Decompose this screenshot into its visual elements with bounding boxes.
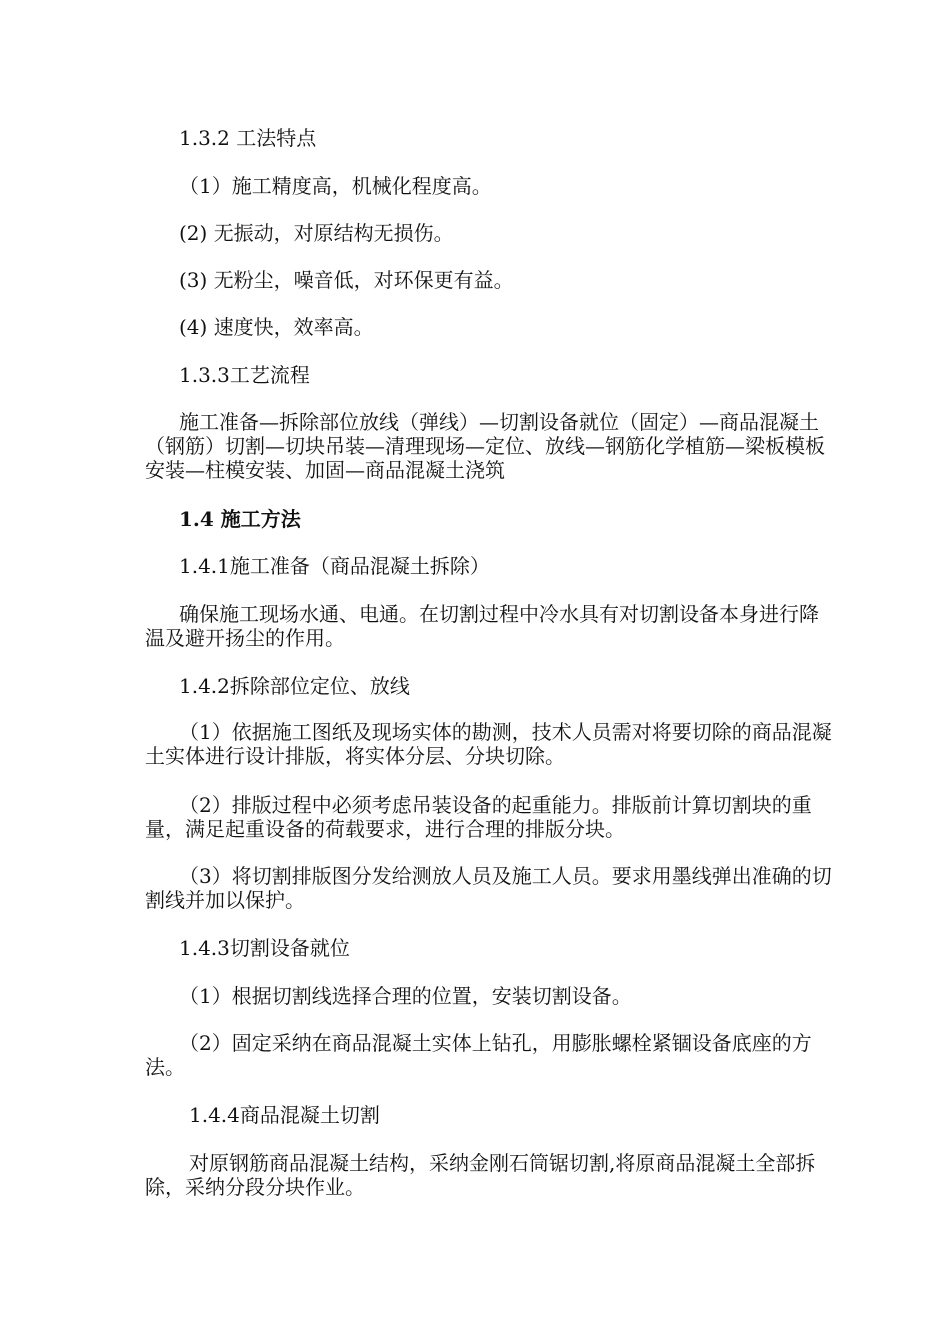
- paragraph-cutting: 对原钢筋商品混凝土结构，采纳金刚石筒锯切割,将原商品混凝土全部拆除，采纳分段分块作业。: [145, 1151, 816, 1199]
- heading-1-4-3: 1.4.3切割设备就位: [179, 936, 350, 960]
- heading-1-4-1: 1.4.1施工准备（商品混凝土拆除）: [179, 554, 490, 578]
- paragraph-layout-2: （2）排版过程中必须考虑吊装设备的起重能力。排版前计算切割块的重量，满足起重设备的荷载要求，进行合理的排版分块。: [145, 793, 812, 841]
- heading-1-4-4: 1.4.4商品混凝土切割: [189, 1103, 380, 1127]
- paragraph-process-flow: 施工准备—拆除部位放线（弹线）—切割设备就位（固定）—商品混凝土（钢筋）切割—切块吊装—清理现场—定位、放线—钢筋化学植筋—梁板模板安装—柱模安装、加固—商品混凝土浇筑: [145, 410, 825, 482]
- paragraph-layout-3: （3）将切割排版图分发给测放人员及施工人员。要求用墨线弹出准确的切割线并加以保护。: [145, 864, 832, 912]
- paragraph-feature-4: (4) 速度快，效率高。: [179, 315, 374, 339]
- paragraph-feature-1: （1）施工精度高，机械化程度高。: [179, 174, 492, 198]
- paragraph-equipment-1: （1）根据切割线选择合理的位置，安装切割设备。: [179, 984, 632, 1008]
- paragraph-equipment-2: （2）固定采纳在商品混凝土实体上钻孔，用膨胀螺栓紧锢设备底座的方法。: [145, 1031, 812, 1079]
- heading-1-3-3: 1.3.3工艺流程: [179, 363, 310, 387]
- heading-1-3-2: 1.3.2 工法特点: [179, 126, 317, 150]
- paragraph-feature-2: (2) 无振动，对原结构无损伤。: [179, 221, 454, 245]
- paragraph-layout-1: （1）依据施工图纸及现场实体的勘测，技术人员需对将要切除的商品混凝土实体进行设计排版，将实体分层、分块切除。: [145, 720, 832, 768]
- heading-1-4: 1.4 施工方法: [179, 507, 301, 531]
- heading-1-4-2: 1.4.2拆除部位定位、放线: [179, 674, 410, 698]
- paragraph-preparation: 确保施工现场水通、电通。在切割过程中冷水具有对切割设备本身进行降温及避开扬尘的作用。: [145, 602, 819, 650]
- paragraph-feature-3: (3) 无粉尘，噪音低，对环保更有益。: [179, 268, 514, 292]
